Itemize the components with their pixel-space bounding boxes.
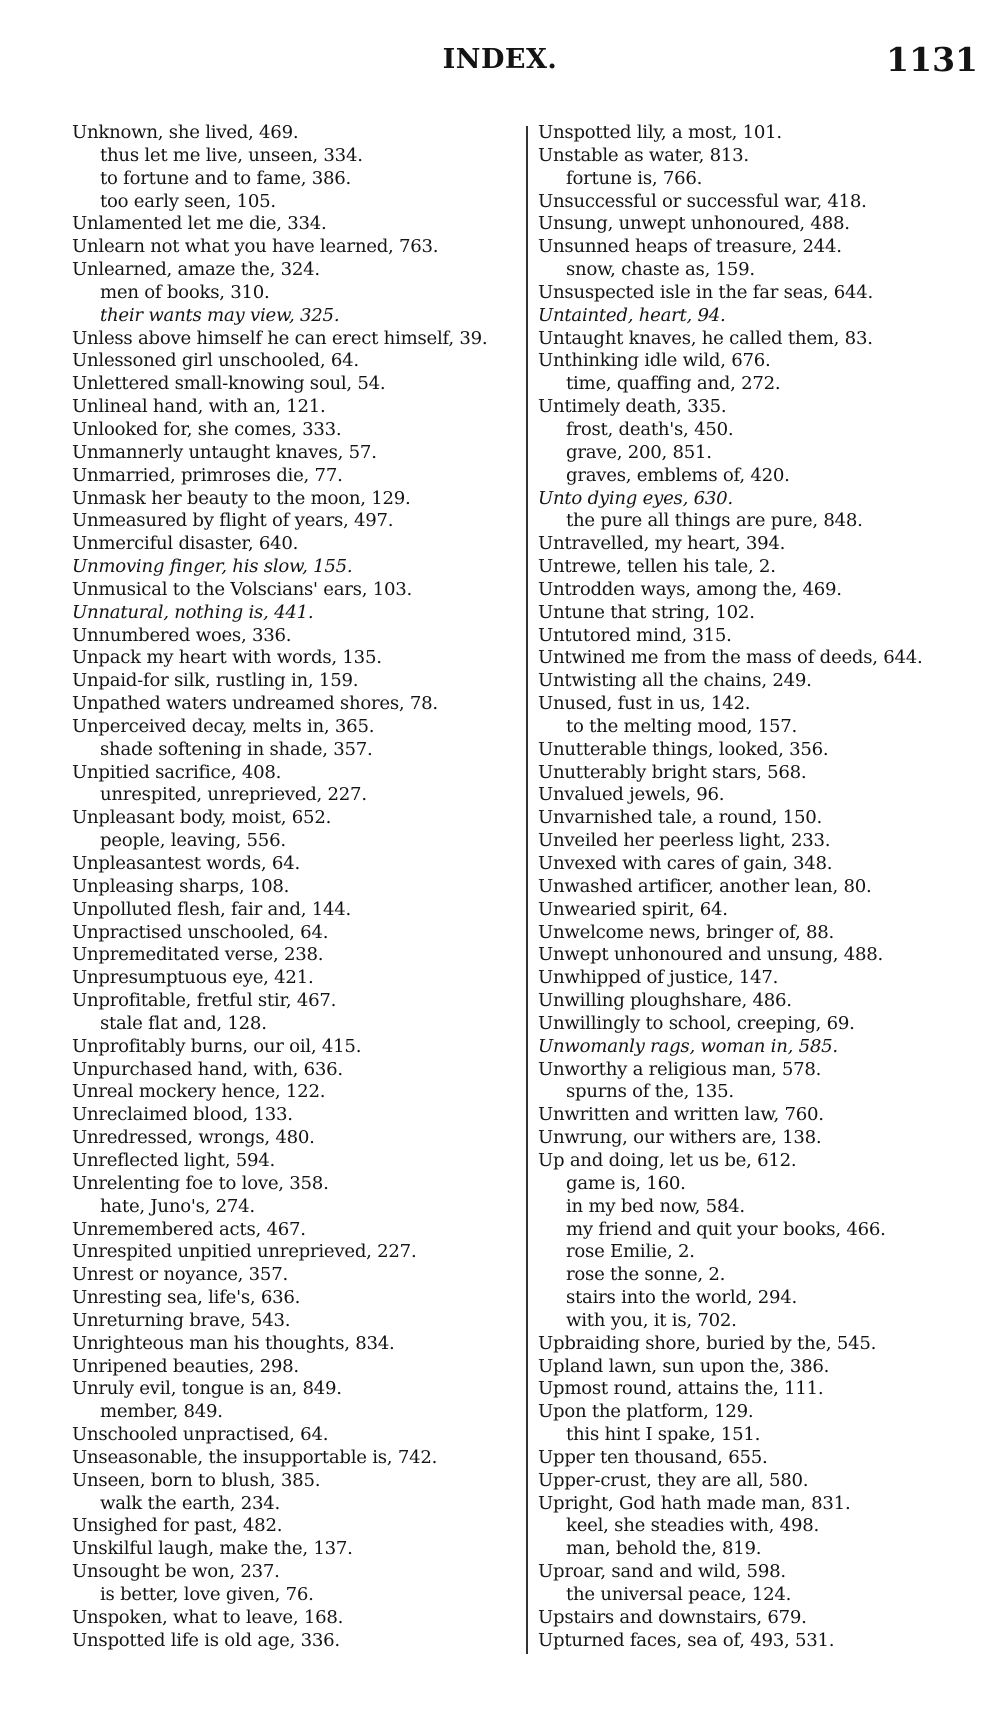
index-entry: Untimely death, 335. (538, 396, 727, 418)
index-entry: Unsung, unwept unhonoured, 488. (538, 213, 850, 235)
index-subentry: in my bed now, 584. (566, 1195, 745, 1217)
index-entry: Untutored mind, 315. (538, 624, 732, 646)
index-entry: Unreturning brave, 543. (72, 1309, 291, 1331)
index-subentry: men of books, 310. (100, 281, 270, 303)
index-entry: Upon the platform, 129. (538, 1401, 754, 1423)
index-entry: Unripened beauties, 298. (72, 1355, 299, 1377)
index-subentry: grave, 200, 851. (566, 441, 712, 463)
index-subentry: the universal peace, 124. (566, 1584, 792, 1605)
index-entry: Unreal mockery hence, 122. (72, 1081, 326, 1103)
index-subentry: unrespited, unreprieved, 227. (100, 784, 367, 806)
index-entry: Unsuccessful or successful war, 418. (538, 190, 867, 212)
index-entry: Unveiled her peerless light, 233. (538, 830, 831, 852)
index-entry: Untainted, heart, 94. (538, 304, 726, 326)
index-entry: Unpleasantest words, 64. (72, 853, 300, 874)
index-subentry: too early seen, 105. (100, 190, 276, 212)
index-subentry: to fortune and to fame, 386. (100, 167, 352, 189)
index-entry: Unmannerly untaught knaves, 57. (72, 441, 377, 463)
index-entry: Unrespited unpitied unreprieved, 227. (72, 1241, 417, 1263)
index-subentry: stairs into the world, 294. (566, 1287, 797, 1309)
index-entry: Upmost round, attains the, 111. (538, 1378, 824, 1400)
index-entry: Unto dying eyes, 630. (538, 487, 733, 509)
index-entry: Unspoken, what to leave, 168. (72, 1606, 344, 1628)
index-entry: Unlearned, amaze the, 324. (72, 259, 320, 281)
index-entry: Unsighed for past, 482. (72, 1515, 283, 1537)
index-subentry: snow, chaste as, 159. (566, 259, 755, 281)
index-column-left (72, 122, 512, 1653)
index-subentry: thus let me live, unseen, 334. (100, 144, 363, 166)
index-subentry: people, leaving, 556. (100, 830, 286, 852)
index-subentry: rose the sonne, 2. (566, 1264, 726, 1286)
index-entry: Untravelled, my heart, 394. (538, 533, 786, 555)
index-entry: Unlamented let me die, 334. (72, 213, 327, 235)
index-entry: Unrest or noyance, 357. (72, 1264, 288, 1286)
index-entry: Upper ten thousand, 655. (538, 1446, 768, 1468)
index-entry: Unpresumptuous eye, 421. (72, 967, 314, 989)
index-entry: Upbraiding shore, buried by the, 545. (538, 1332, 877, 1354)
index-entry: Unpleasant body, moist, 652. (72, 807, 332, 829)
index-entry: Untune that string, 102. (538, 601, 755, 623)
index-subentry: their wants may view, 325. (100, 304, 340, 326)
index-entry: Unpack my heart with words, 135. (72, 647, 382, 669)
index-subentry: keel, she steadies with, 498. (566, 1515, 819, 1537)
index-subentry: member, 849. (100, 1401, 223, 1423)
index-entry: Unlettered small-knowing soul, 54. (72, 373, 386, 395)
index-subentry: to the melting mood, 157. (566, 715, 798, 737)
index-entry: Unvarnished tale, a round, 150. (538, 807, 823, 829)
index-entry: Unreclaimed blood, 133. (72, 1104, 293, 1126)
index-entry: Unpitied sacrifice, 408. (72, 761, 282, 783)
index-entry: Unpractised unschooled, 64. (72, 921, 329, 943)
index-subentry: my friend and quit your books, 466. (566, 1218, 886, 1240)
index-entry: Unlooked for, she comes, 333. (72, 418, 342, 440)
index-subentry: stale flat and, 128. (100, 1012, 267, 1034)
index-subentry: is better, love given, 76. (100, 1584, 314, 1605)
index-entry: Untwined me from the mass of deeds, 644. (538, 647, 923, 669)
index-entry: Unpathed waters undreamed shores, 78. (72, 693, 438, 715)
index-entry: Unstable as water, 813. (538, 144, 749, 166)
running-header-title: INDEX. (442, 44, 558, 75)
index-subentry: with you, it is, 702. (566, 1309, 737, 1331)
index-entry: Unlessoned girl unschooled, 64. (72, 350, 359, 372)
index-entry: Unlineal hand, with an, 121. (72, 396, 326, 418)
index-entry: Unseasonable, the insupportable is, 742. (72, 1446, 438, 1468)
index-entry: Unnumbered woes, 336. (72, 624, 292, 646)
index-subentry: rose Emilie, 2. (566, 1241, 695, 1263)
index-entry: Unvalued jewels, 96. (538, 784, 725, 806)
column-divider (526, 126, 528, 1654)
index-entry: Unsought be won, 237. (72, 1561, 280, 1583)
index-subentry: game is, 160. (566, 1172, 686, 1194)
index-entry: Unremembered acts, 467. (72, 1218, 306, 1240)
index-entry: Unpaid-for silk, rustling in, 159. (72, 670, 359, 692)
index-entry: Unpurchased hand, with, 636. (72, 1058, 343, 1080)
index-entry: Unutterable things, looked, 356. (538, 738, 829, 760)
index-entry: Untrewe, tellen his tale, 2. (538, 556, 776, 578)
index-entry: Upland lawn, sun upon the, 386. (538, 1355, 830, 1377)
index-entry: Unwomanly rags, woman in, 585. (538, 1035, 838, 1057)
index-entry: Unschooled unpractised, 64. (72, 1424, 329, 1446)
index-subentry: shade softening in shade, 357. (100, 738, 373, 760)
index-entry: Unreflected light, 594. (72, 1149, 276, 1171)
index-entry: Unpolluted flesh, fair and, 144. (72, 898, 352, 920)
index-entry: Unmerciful disaster, 640. (72, 533, 299, 555)
index-entry: Unwritten and written law, 760. (538, 1104, 824, 1126)
index-subentry: hate, Juno's, 274. (100, 1195, 255, 1217)
index-entry: Unwashed artificer, another lean, 80. (538, 875, 872, 897)
index-entry: Upright, God hath made man, 831. (538, 1492, 851, 1514)
index-subentry: walk the earth, 234. (100, 1492, 281, 1514)
index-entry: Unwelcome news, bringer of, 88. (538, 921, 835, 943)
index-entry: Unrelenting foe to love, 358. (72, 1172, 329, 1194)
index-entry: Unprofitable, fretful stir, 467. (72, 990, 337, 1012)
index-entry: Unused, fust in us, 142. (538, 693, 751, 715)
index-entry: Up and doing, let us be, 612. (538, 1149, 797, 1171)
index-entry: Unspotted life is old age, 336. (72, 1629, 340, 1651)
index-entry: Unspotted lily, a most, 101. (538, 122, 782, 143)
index-entry: Unworthy a religious man, 578. (538, 1058, 822, 1080)
index-entry: Unpremeditated verse, 238. (72, 944, 324, 966)
index-entry: Unwrung, our withers are, 138. (538, 1127, 822, 1149)
index-entry: Unrighteous man his thoughts, 834. (72, 1332, 395, 1354)
index-subentry: frost, death's, 450. (566, 418, 734, 440)
index-entry: Unsuspected isle in the far seas, 644. (538, 281, 873, 303)
index-entry: Unwillingly to school, creeping, 69. (538, 1012, 855, 1034)
index-entry: Unmusical to the Volscians' ears, 103. (72, 578, 413, 600)
index-subentry: this hint I spake, 151. (566, 1424, 761, 1446)
index-entry: Unwhipped of justice, 147. (538, 967, 779, 989)
index-entry: Unperceived decay, melts in, 365. (72, 715, 375, 737)
index-subentry: man, behold the, 819. (566, 1538, 762, 1560)
index-entry: Upper-crust, they are all, 580. (538, 1469, 809, 1491)
index-subentry: time, quaffing and, 272. (566, 373, 781, 395)
index-entry: Unseen, born to blush, 385. (72, 1469, 321, 1491)
index-subentry: spurns of the, 135. (566, 1081, 734, 1103)
index-entry: Unwilling ploughshare, 486. (538, 990, 792, 1012)
index-entry: Unnatural, nothing is, 441. (72, 601, 314, 623)
index-entry: Upturned faces, sea of, 493, 531. (538, 1629, 835, 1651)
index-entry: Upstairs and downstairs, 679. (538, 1606, 807, 1628)
index-entry: Unthinking idle wild, 676. (538, 350, 771, 372)
index-entry: Unredressed, wrongs, 480. (72, 1127, 315, 1149)
index-entry: Untrodden ways, among the, 469. (538, 578, 842, 600)
index-entry: Unmask her beauty to the moon, 129. (72, 487, 411, 509)
index-entry: Unskilful laugh, make the, 137. (72, 1538, 353, 1560)
page-number: 1131 (886, 40, 978, 79)
index-subentry: fortune is, 766. (566, 167, 703, 189)
index-entry: Unprofitably burns, our oil, 415. (72, 1035, 362, 1057)
index-entry: Unmeasured by flight of years, 497. (72, 510, 394, 532)
index-entry: Unwept unhonoured and unsung, 488. (538, 944, 883, 966)
index-entry: Unknown, she lived, 469. (72, 122, 299, 143)
index-column-right (538, 122, 988, 1653)
index-subentry: graves, emblems of, 420. (566, 464, 790, 486)
index-entry: Unutterably bright stars, 568. (538, 761, 807, 783)
index-subentry: the pure all things are pure, 848. (566, 510, 863, 532)
index-entry: Unresting sea, life's, 636. (72, 1287, 301, 1309)
index-entry: Untwisting all the chains, 249. (538, 670, 812, 692)
index-entry: Unwearied spirit, 64. (538, 898, 728, 920)
index-entry: Unmoving finger, his slow, 155. (72, 556, 353, 578)
index-entry: Untaught knaves, he called them, 83. (538, 327, 873, 349)
index-entry: Unruly evil, tongue is an, 849. (72, 1378, 342, 1400)
index-entry: Unless above himself he can erect himself, 39. (72, 327, 488, 349)
index-entry: Unpleasing sharps, 108. (72, 875, 290, 897)
index-entry: Unvexed with cares of gain, 348. (538, 853, 833, 874)
index-entry: Unsunned heaps of treasure, 244. (538, 236, 842, 258)
index-entry: Uproar, sand and wild, 598. (538, 1561, 786, 1583)
index-entry: Unmarried, primroses die, 77. (72, 464, 343, 486)
index-entry: Unlearn not what you have learned, 763. (72, 236, 439, 258)
